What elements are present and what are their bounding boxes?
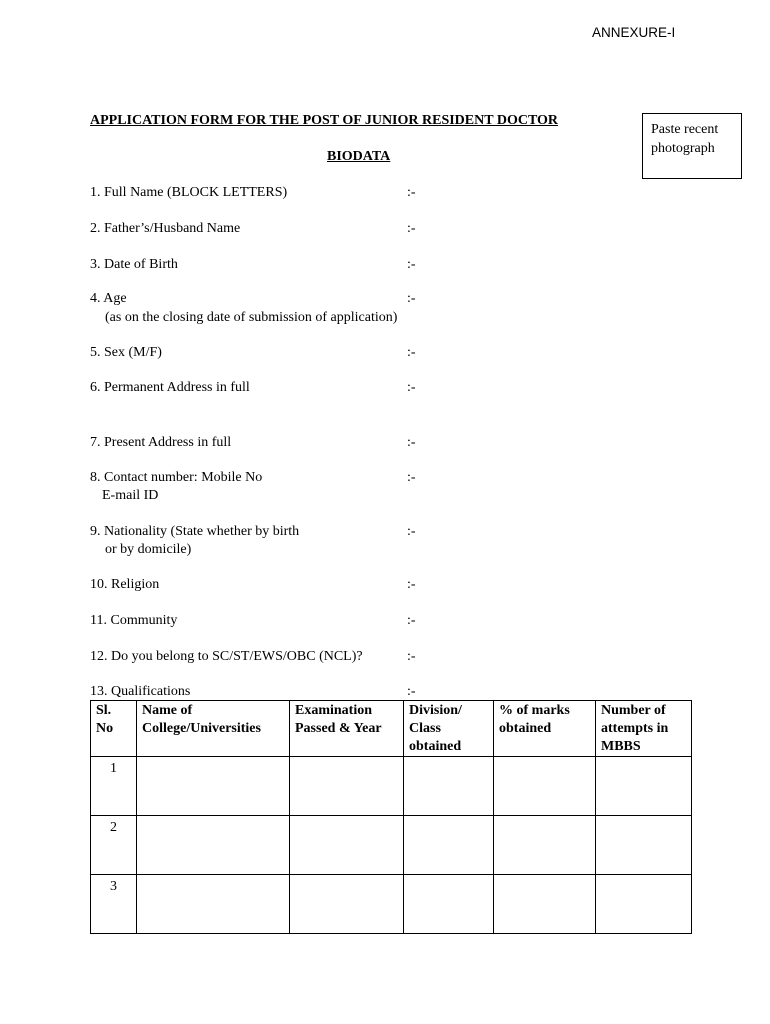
cell-marks[interactable] <box>494 816 596 875</box>
field-separator: :- <box>407 684 416 699</box>
row-serial-number: 3 <box>91 875 137 934</box>
field-separator: :- <box>407 470 416 485</box>
row-serial-number: 2 <box>91 816 137 875</box>
cell-marks[interactable] <box>494 757 596 816</box>
cell-division[interactable] <box>404 816 494 875</box>
field-label-category: 12. Do you belong to SC/ST/EWS/OBC (NCL)? <box>90 649 363 664</box>
table-header-row <box>91 701 692 757</box>
cell-attempts[interactable] <box>596 875 692 934</box>
field-separator: :- <box>407 435 416 450</box>
field-label-nationality: 9. Nationality (State whether by birth <box>90 524 300 539</box>
field-separator: :- <box>407 380 416 395</box>
field-label-qualifications: 13. Qualifications <box>90 684 191 699</box>
field-separator: :- <box>407 291 416 306</box>
cell-examination[interactable] <box>290 816 404 875</box>
field-label-permanent-address: 6. Permanent Address in full <box>90 380 250 395</box>
col-header-college: Name of College/Universities <box>137 701 290 757</box>
col-header-marks: % of marks obtained <box>494 701 596 757</box>
field-label-full-name: 1. Full Name (BLOCK LETTERS) <box>90 185 288 200</box>
field-label-father-husband-name: 2. Father’s/Husband Name <box>90 221 241 236</box>
cell-college[interactable] <box>137 816 290 875</box>
field-separator: :- <box>407 524 416 539</box>
cell-examination[interactable] <box>290 757 404 816</box>
col-header-sl-no: Sl. No <box>91 701 137 757</box>
field-label-date-of-birth: 3. Date of Birth <box>90 257 178 272</box>
form-title: APPLICATION FORM FOR THE POST OF JUNIOR RESIDENT DOCTOR <box>90 113 559 128</box>
cell-division[interactable] <box>404 757 494 816</box>
cell-college[interactable] <box>137 757 290 816</box>
field-separator: :- <box>407 185 416 200</box>
field-sublabel-age: (as on the closing date of submission of application) <box>105 310 398 325</box>
photo-box-line1: Paste recent <box>651 122 719 137</box>
field-label-community: 11. Community <box>90 613 178 628</box>
col-header-division: Division/ Class obtained <box>404 701 494 757</box>
table-row <box>91 757 692 816</box>
field-label-religion: 10. Religion <box>90 577 160 592</box>
annexure-label: ANNEXURE-I <box>592 25 676 40</box>
field-label-contact-number: 8. Contact number: Mobile No <box>90 470 263 485</box>
field-sublabel-domicile: or by domicile) <box>105 542 192 557</box>
table-row <box>91 875 692 934</box>
field-separator: :- <box>407 649 416 664</box>
field-label-sex: 5. Sex (M/F) <box>90 345 162 360</box>
cell-marks[interactable] <box>494 875 596 934</box>
table-row <box>91 816 692 875</box>
cell-attempts[interactable] <box>596 816 692 875</box>
field-separator: :- <box>407 577 416 592</box>
cell-college[interactable] <box>137 875 290 934</box>
field-separator: :- <box>407 257 416 272</box>
field-label-age: 4. Age <box>90 291 127 306</box>
field-separator: :- <box>407 345 416 360</box>
field-separator: :- <box>407 613 416 628</box>
cell-attempts[interactable] <box>596 757 692 816</box>
cell-examination[interactable] <box>290 875 404 934</box>
cell-division[interactable] <box>404 875 494 934</box>
row-serial-number: 1 <box>91 757 137 816</box>
form-subtitle: BIODATA <box>327 149 391 164</box>
qualifications-table <box>90 700 692 934</box>
field-label-present-address: 7. Present Address in full <box>90 435 232 450</box>
photo-box-line2: photograph <box>651 141 715 156</box>
field-sublabel-email: E-mail ID <box>102 488 159 503</box>
col-header-examination: Examination Passed & Year <box>290 701 404 757</box>
field-separator: :- <box>407 221 416 236</box>
photo-placeholder-box[interactable] <box>642 113 742 179</box>
col-header-attempts: Number of attempts in MBBS <box>596 701 692 757</box>
